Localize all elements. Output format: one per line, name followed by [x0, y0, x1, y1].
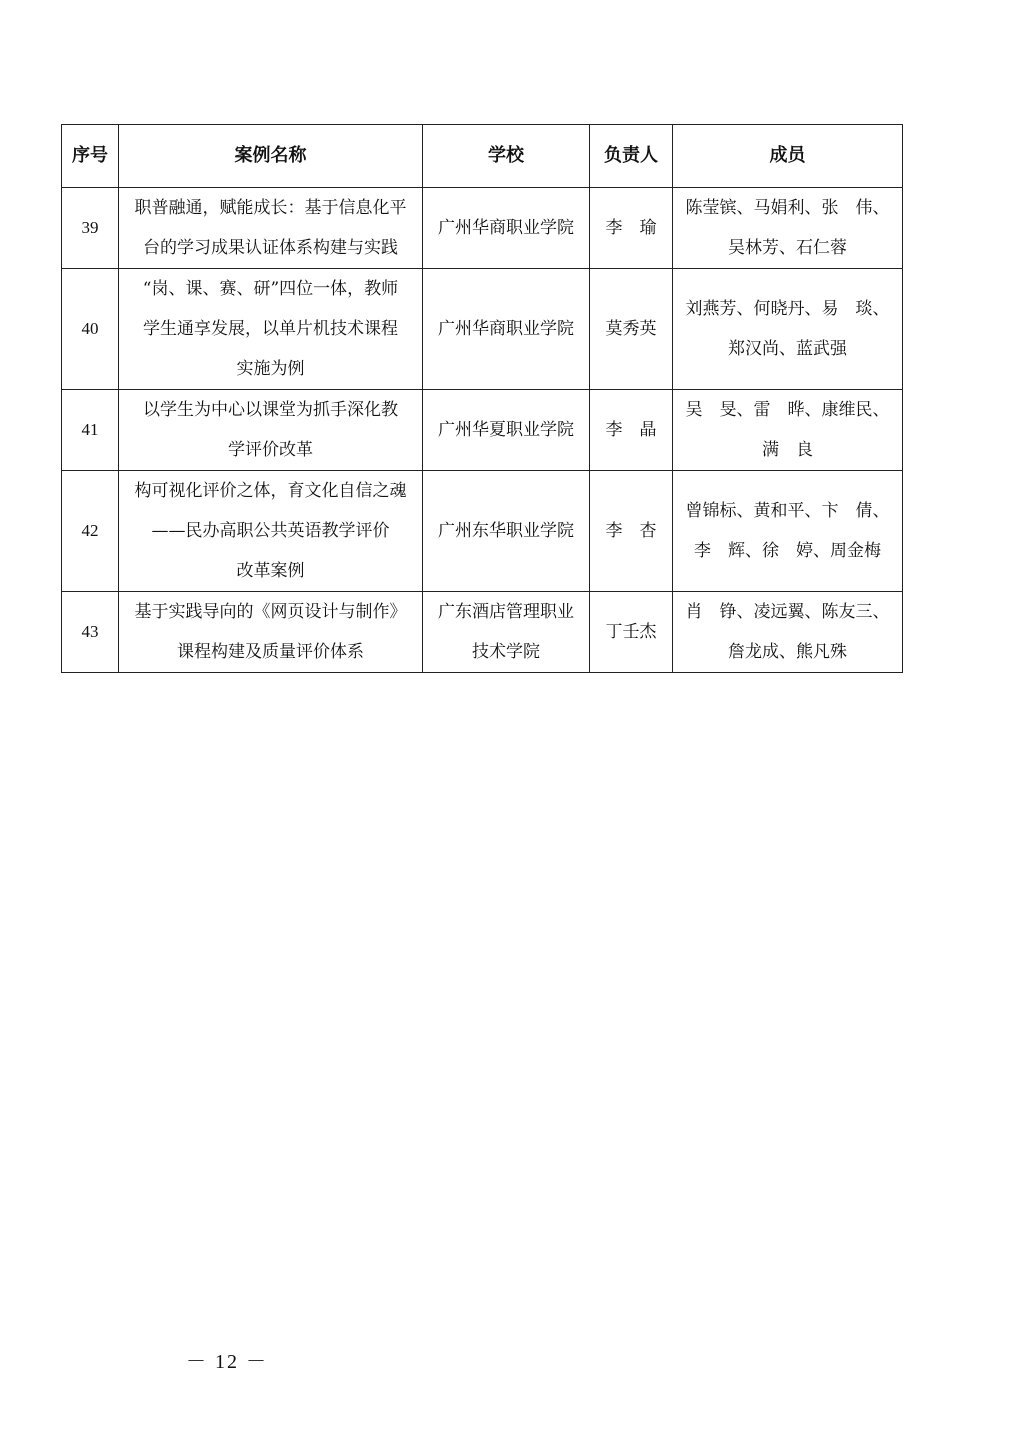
cell-leader: 李 杏: [590, 471, 673, 592]
cell-index: 40: [62, 269, 119, 390]
cell-case-name-line: 学生通享发展，以单片机技术课程: [143, 319, 398, 339]
cell-members: [673, 269, 903, 390]
table-row: [62, 390, 903, 471]
cell-members: [673, 390, 903, 471]
cell-school-line: 广东酒店管理职业: [438, 602, 574, 622]
cell-members: [673, 188, 903, 269]
cell-index: 43: [62, 592, 119, 673]
cell-case-name-line: 课程构建及质量评价体系: [177, 642, 364, 662]
cell-case-name-line: 以学生为中心以课堂为抓手深化教: [143, 400, 398, 420]
cell-members: [673, 471, 903, 592]
cell-case-name-line: 学评价改革: [228, 440, 313, 460]
cell-members-line: 满 良: [762, 440, 813, 460]
cell-school-line: 广州华夏职业学院: [438, 420, 574, 440]
cell-case-name: [119, 188, 423, 269]
cell-members-line: 吴林芳、石仁蓉: [728, 238, 847, 258]
cell-case-name: [119, 390, 423, 471]
cell-case-name-line: ——民办高职公共英语教学评价: [151, 521, 390, 541]
table-row: [62, 188, 903, 269]
header-leader: 负责人: [590, 125, 673, 188]
cell-school: [423, 269, 590, 390]
cell-members-line: 刘燕芳、何晓丹、易 琰、: [685, 299, 890, 319]
cell-leader: 李 瑜: [590, 188, 673, 269]
cell-case-name-line: 实施为例: [236, 359, 305, 379]
cell-case-name-line: 构可视化评价之体，育文化自信之魂: [134, 481, 407, 501]
cell-school: [423, 471, 590, 592]
header-case-name: 案例名称: [119, 125, 423, 188]
cell-school-line: 广州华商职业学院: [438, 319, 574, 339]
cell-school: [423, 188, 590, 269]
page-number: － 12 －: [186, 1351, 268, 1373]
cell-school-line: 广州东华职业学院: [438, 521, 574, 541]
cell-members-line: 郑汉尚、蓝武强: [728, 339, 847, 359]
table-header-row: [62, 125, 903, 188]
cell-leader: 莫秀英: [590, 269, 673, 390]
cell-case-name-line: 职普融通，赋能成长：基于信息化平: [134, 198, 407, 218]
cell-school: [423, 390, 590, 471]
case-table: [61, 124, 903, 673]
cell-case-name: [119, 471, 423, 592]
header-school: 学校: [423, 125, 590, 188]
table-row: [62, 471, 903, 592]
cell-school: [423, 592, 590, 673]
table-row: [62, 269, 903, 390]
header-members: 成员: [673, 125, 903, 188]
cell-members-line: 肖 铮、凌远翼、陈友三、: [685, 602, 890, 622]
cell-index: 39: [62, 188, 119, 269]
cell-index: 41: [62, 390, 119, 471]
cell-case-name: [119, 592, 423, 673]
cell-leader: 李 晶: [590, 390, 673, 471]
cell-members-line: 李 辉、徐 婷、周金梅: [694, 541, 881, 561]
cell-members-line: 陈莹镔、马娟利、张 伟、: [685, 198, 890, 218]
cell-case-name-line: “岗、课、赛、研”四位一体，教师: [142, 279, 399, 299]
cell-index: 42: [62, 471, 119, 592]
cell-school-line: 技术学院: [472, 642, 540, 662]
cell-members-line: 曾锦标、黄和平、卞 倩、: [685, 501, 890, 521]
header-index: 序号: [62, 125, 119, 188]
table-body: [62, 188, 903, 673]
cell-case-name: [119, 269, 423, 390]
cell-case-name-line: 基于实践导向的《网页设计与制作》: [134, 602, 407, 622]
cell-school-line: 广州华商职业学院: [438, 218, 574, 238]
cell-case-name-line: 台的学习成果认证体系构建与实践: [143, 238, 398, 258]
cell-members-line: 詹龙成、熊凡殊: [728, 642, 847, 662]
table-row: [62, 592, 903, 673]
cell-members-line: 吴 旻、雷 晔、康维民、: [685, 400, 890, 420]
cell-case-name-line: 改革案例: [236, 561, 305, 581]
cell-leader: 丁壬杰: [590, 592, 673, 673]
cell-members: [673, 592, 903, 673]
